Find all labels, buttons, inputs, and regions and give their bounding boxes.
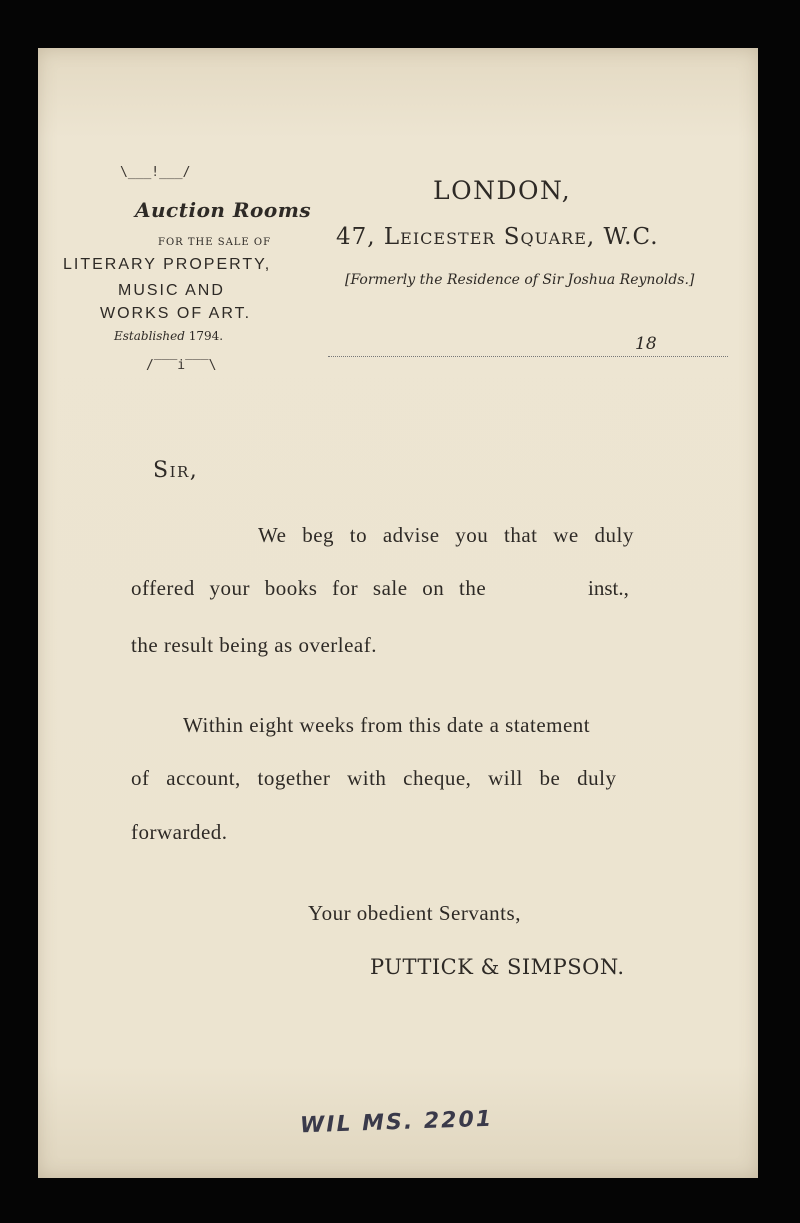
letter-page bbox=[38, 48, 758, 1178]
music-label: MUSIC AND bbox=[118, 282, 225, 299]
body-line-2-end: inst., bbox=[588, 576, 629, 600]
formerly-note: [Formerly the Residence of Sir Joshua Reynolds.] bbox=[345, 272, 695, 288]
date-line bbox=[328, 356, 728, 357]
address-line: 47, Leicester Square, W.C. bbox=[336, 224, 659, 250]
date-field: 18 bbox=[635, 334, 657, 354]
literary-property-label: LITERARY PROPERTY, bbox=[63, 256, 272, 273]
body-line-3: the result being as overleaf. bbox=[131, 633, 377, 657]
established-year: 1794. bbox=[188, 329, 224, 343]
ornament-bottom: /‾‾‾i‾‾‾\ bbox=[146, 358, 217, 373]
works-of-art-label: WORKS OF ART. bbox=[100, 305, 252, 322]
pencil-annotation: WIL MS. 2201 bbox=[299, 1106, 494, 1139]
signature-line: PUTTICK & SIMPSON. bbox=[370, 955, 625, 979]
established-label: Established bbox=[114, 329, 185, 343]
body-line-5: of account, together with cheque, will be duly bbox=[131, 766, 617, 790]
city-heading: LONDON, bbox=[433, 176, 572, 205]
body-line-1: We beg to advise you that we duly bbox=[258, 523, 634, 547]
ornament-top: \___!___/ bbox=[120, 165, 191, 180]
auction-rooms-heading: Auction Rooms bbox=[135, 198, 312, 222]
salutation: Sir, bbox=[153, 458, 199, 483]
for-sale-label: FOR THE SALE OF bbox=[158, 237, 272, 248]
established-line bbox=[114, 329, 223, 343]
body-line-6: forwarded. bbox=[131, 820, 228, 844]
body-line-2: offered your books for sale on the bbox=[131, 576, 487, 600]
closing-line: Your obedient Servants, bbox=[308, 901, 521, 925]
body-line-4: Within eight weeks from this date a statement bbox=[183, 713, 591, 737]
